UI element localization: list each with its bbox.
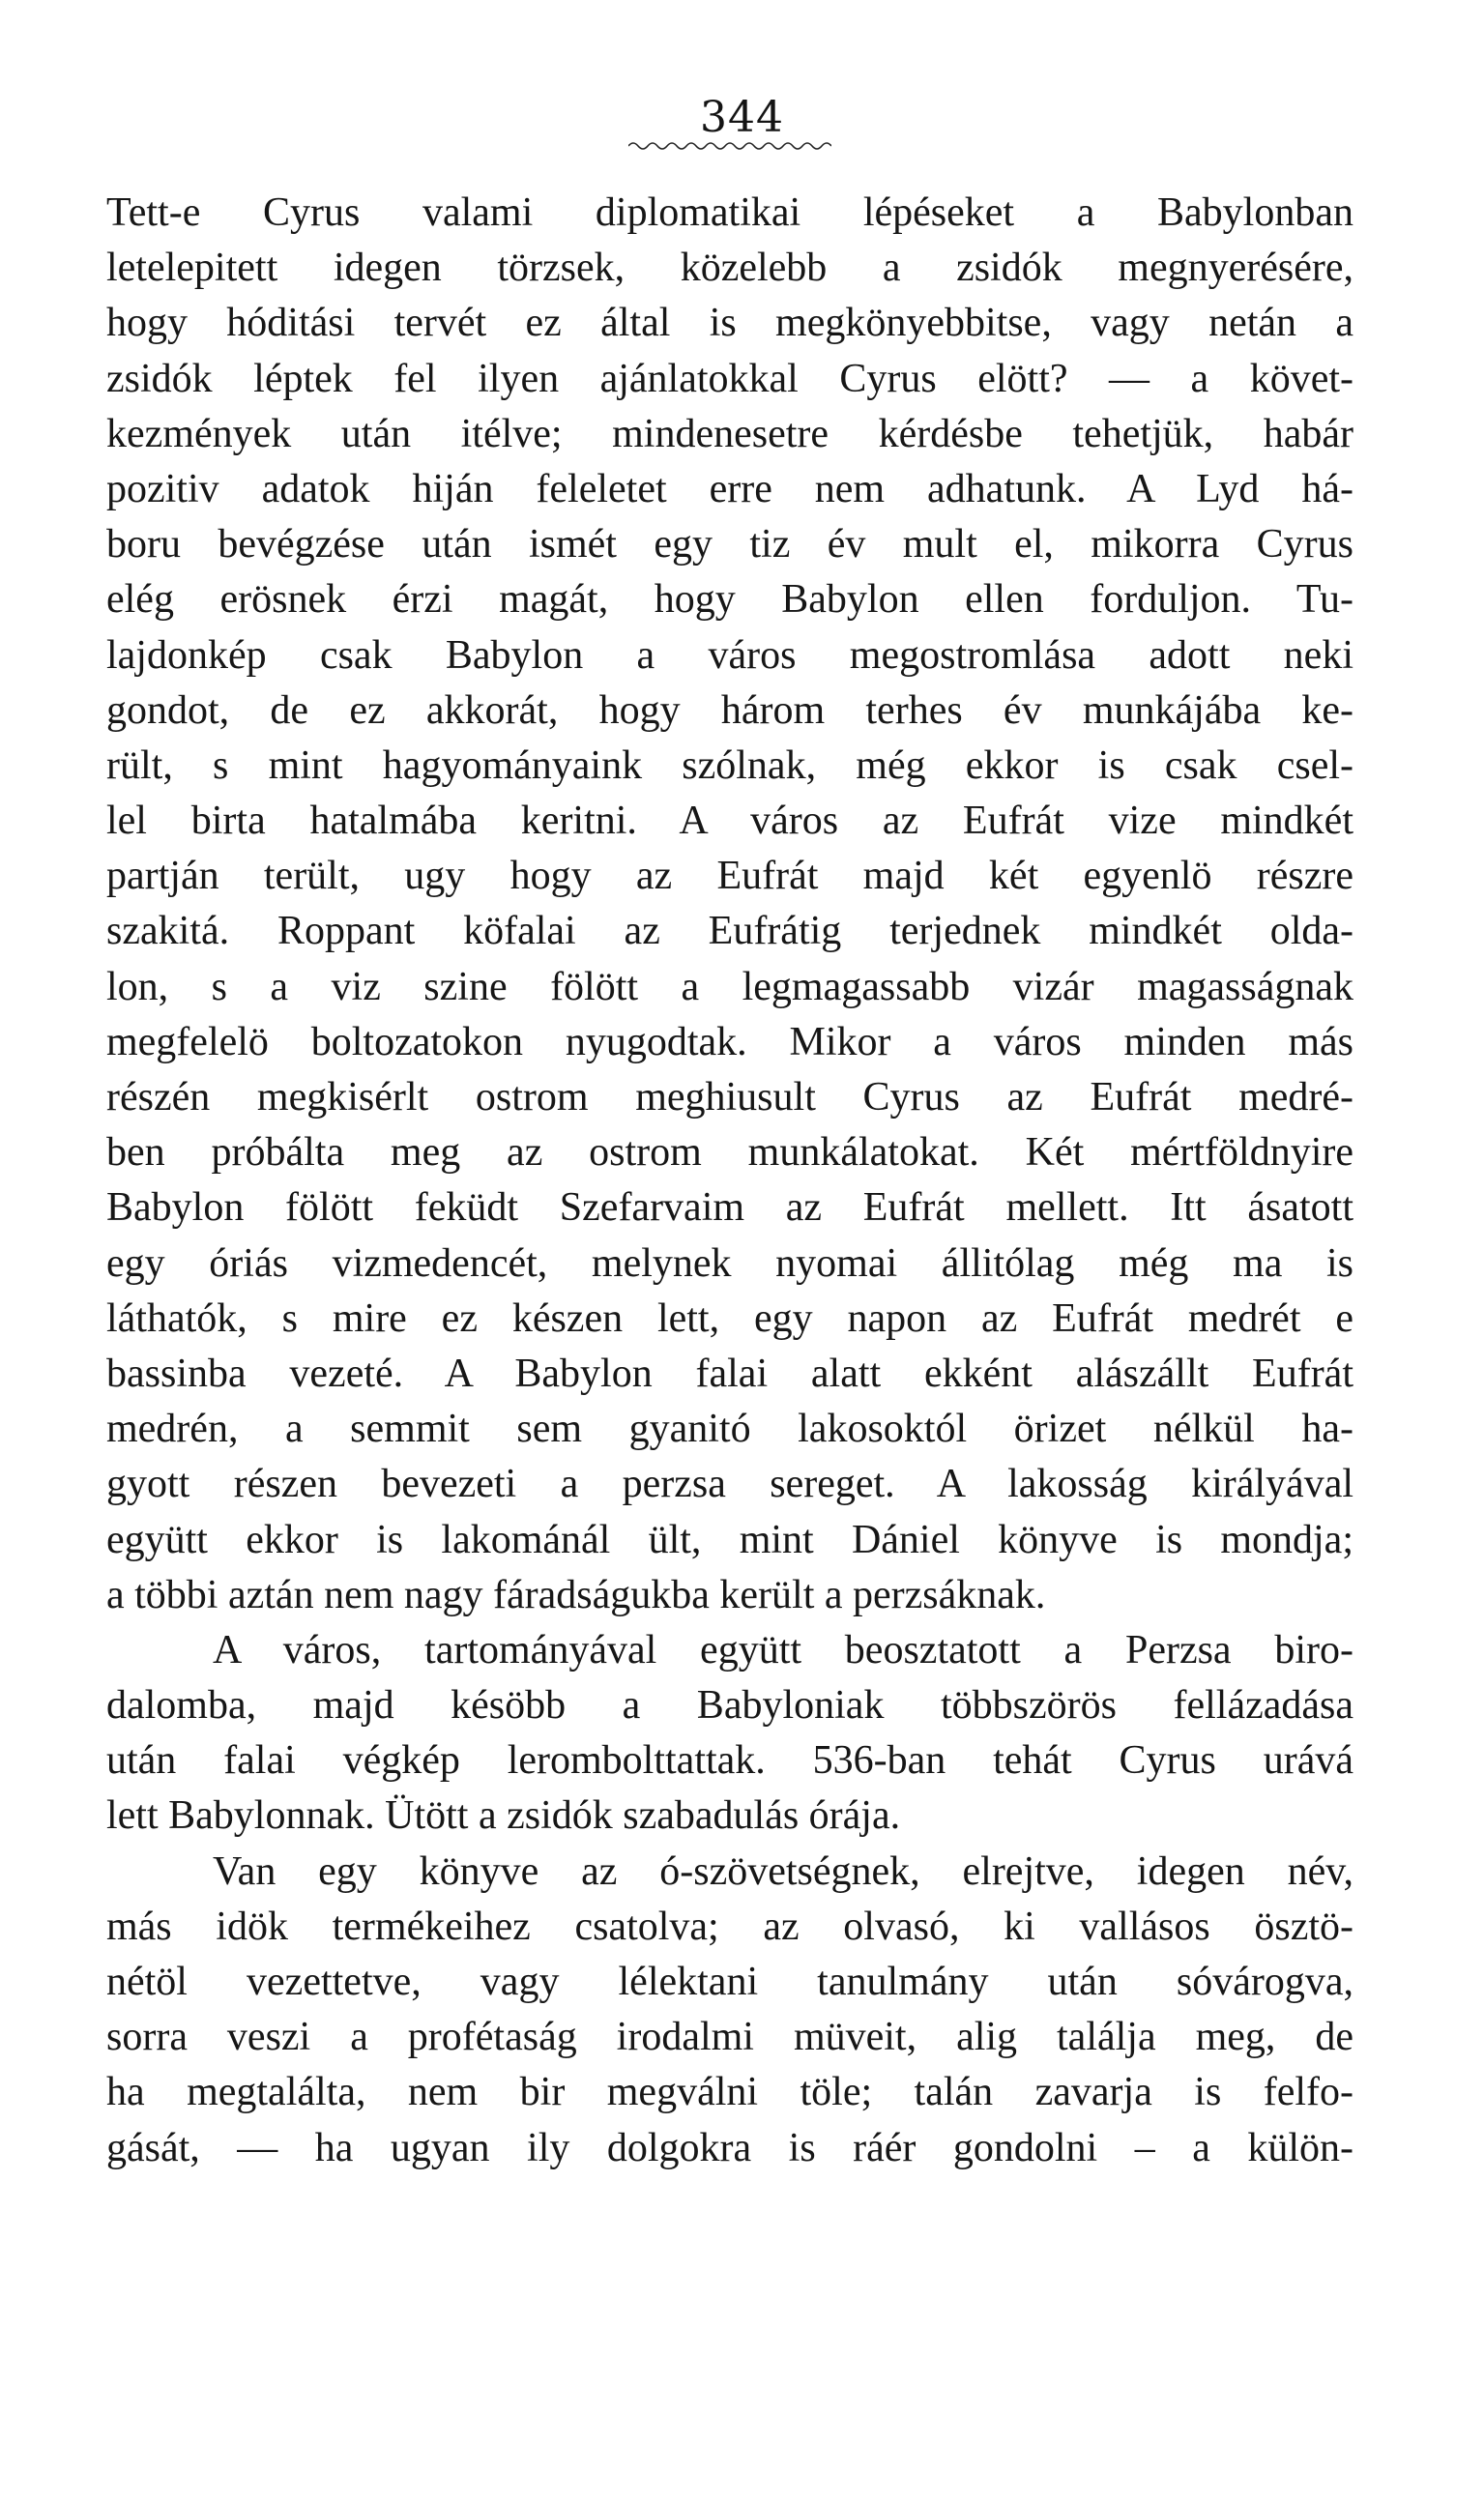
text-line: lett Babylonnak. Ütött a zsidók szabadulás órája. (106, 1793, 901, 1839)
text-line: elég erösnek érzi magát, hogy Babylon ellen forduljon. Tu- (106, 577, 1353, 623)
text-line: nétöl vezettetve, vagy lélektani tanulmány után sóvárogva, (106, 1960, 1353, 2004)
text-line: részén megkisérlt ostrom meghiusult Cyrus az Eufrát medré- (106, 1075, 1353, 1120)
text-line: letelepitett idegen törzsek, közelebb a zsidók megnyerésére, (106, 246, 1353, 291)
text-line: a többi aztán nem nagy fáradságukba került a perzsáknak. (106, 1572, 1046, 1617)
text-line: lel birta hatalmába keritni. A város az Eufrát vize mindkét (106, 799, 1353, 844)
text-line: Babylon fölött feküdt Szefarvaim az Eufrát mellett. Itt ásatott (106, 1185, 1353, 1231)
text-line: után falai végkép lerombolttattak. 536-ban tehát Cyrus urává (106, 1738, 1353, 1784)
text-line: gondot, de ez akkorát, hogy három terhes év munkájába ke- (106, 687, 1353, 733)
text-line: szakitá. Roppant köfalai az Eufrátig terjednek mindkét olda- (106, 909, 1353, 954)
text-line: sorra veszi a profétaság irodalmi müveit, alig találja meg, de (106, 2015, 1353, 2060)
text-line: ben próbálta meg az ostrom munkálatokat. Két mértföldnyire (106, 1130, 1353, 1176)
text-line: A város, tartományával együtt beosztatott a Perzsa biro- (213, 1627, 1353, 1673)
text-line: hogy hóditási tervét ez által is megkönyebbitse, vagy netán a (106, 301, 1353, 346)
text-line: együtt ekkor is lakománál ült, mint Dániel könyve is mondja; (106, 1517, 1353, 1562)
text-line: más idök termékeihez csatolva; az olvasó, ki vallásos ösztö- (106, 1904, 1353, 1949)
text-line: gyott részen bevezeti a perzsa sereget. A lakosság királyával (106, 1462, 1353, 1507)
text-line: boru bevégzése után ismét egy tiz év mult el, mikorra Cyrus (106, 522, 1353, 567)
text-line: lajdonkép csak Babylon a város megostromlása adott neki (106, 632, 1353, 678)
text-line: ha megtalálta, nem bir megválni töle; talán zavarja is felfo- (106, 2070, 1353, 2115)
text-line: egy óriás vizmedencét, melynek nyomai állitólag még ma is (106, 1240, 1353, 1286)
text-line: Tett-e Cyrus valami diplomatikai lépéseket a Babylonban (106, 190, 1353, 235)
page-number: 344 (700, 93, 784, 142)
text-line: rült, s mint hagyományaink szólnak, még ekkor is csak csel- (106, 742, 1353, 788)
text-line: zsidók léptek fel ilyen ajánlatokkal Cyrus elött? — a követ- (106, 356, 1353, 401)
text-line: láthatók, s mire ez készen lett, egy napon az Eufrát medrét e (106, 1295, 1353, 1341)
text-line: kezmények után itélve; mindenesetre kérdésbe tehetjük, habár (106, 411, 1353, 456)
text-line: dalomba, majd késöbb a Babyloniak többszörös fellázadása (106, 1683, 1353, 1729)
text-line: gását, — ha ugyan ily dolgokra is ráér gondolni – a külön- (106, 2125, 1353, 2170)
text-line: Van egy könyve az ó-szövetségnek, elrejtve, idegen név, (213, 1848, 1353, 1894)
text-line: lon, s a viz szine fölött a legmagassabb vizár magasságnak (106, 964, 1353, 1009)
text-body (106, 186, 1353, 2176)
text-line: bassinba vezeté. A Babylon falai alatt ekként alászállt Eufrát (106, 1351, 1353, 1396)
text-line: medrén, a semmit sem gyanitó lakosoktól örizet nélkül ha- (106, 1407, 1353, 1452)
text-line: partján terült, ugy hogy az Eufrát majd két egyenlö részre (106, 854, 1353, 899)
text-line: pozitiv adatok hiján feleletet erre nem adhatunk. A Lyd há- (106, 466, 1353, 511)
text-line: megfelelö boltozatokon nyugodtak. Mikor a város minden más (106, 1019, 1353, 1064)
wavy-rule-ornament (628, 139, 831, 153)
